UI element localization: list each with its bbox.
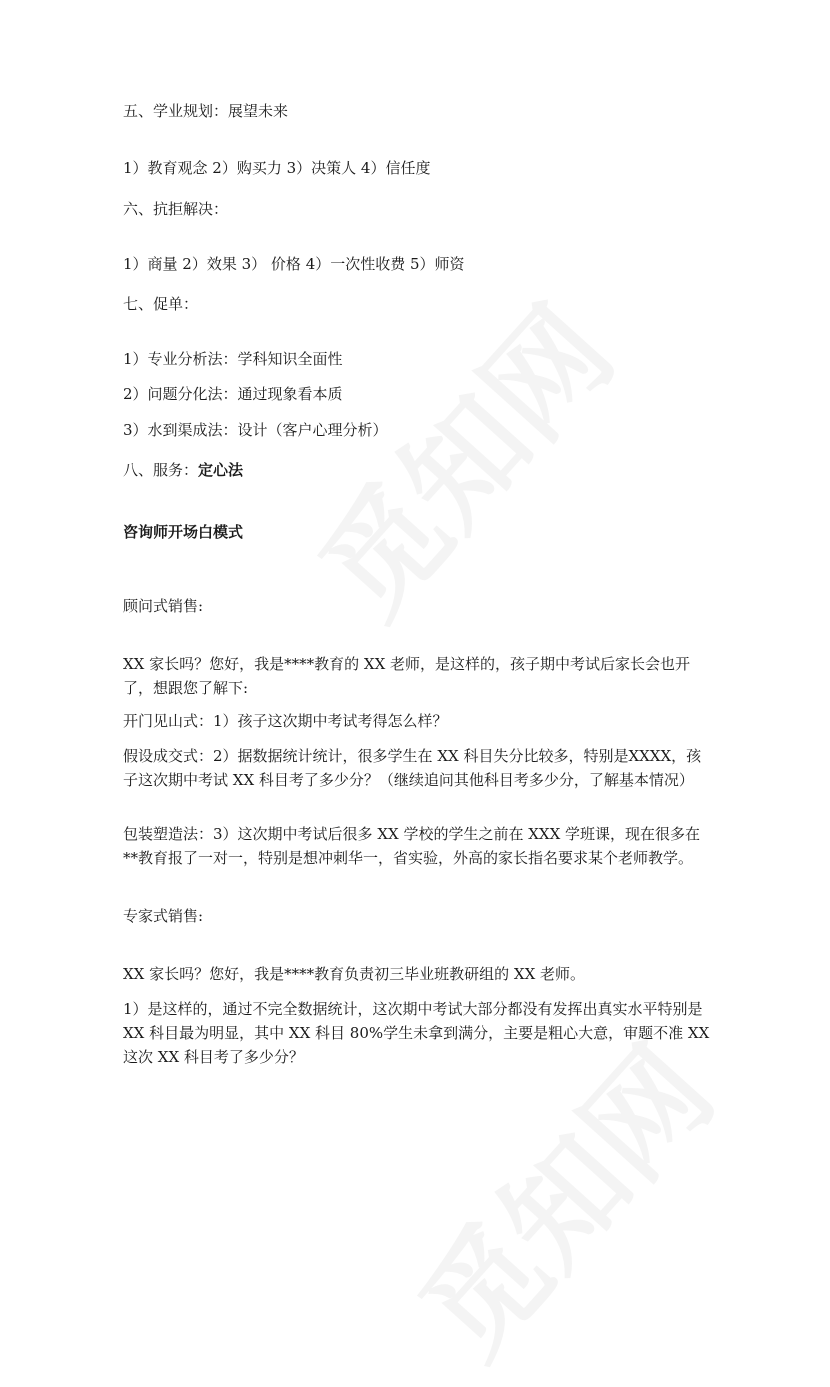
heading-prefix: 八、服务：	[123, 461, 199, 479]
paragraph: 包装塑造法：3）这次期中考试后很多 XX 学校的学生之前在 XXX 学班课，现在很多在**教育报了一对一，特别是想冲刺华一，省实验，外高的家长指名要求某个老师教学。	[123, 825, 701, 867]
watermark-text	[276, 265, 645, 648]
paragraph: XX 家长吗？您好，我是****教育的 XX 老师，是这样的，孩子期中考试后家长会也开了，想跟您了解下:	[123, 655, 691, 697]
section-heading-8	[123, 458, 713, 482]
paragraph: 假设成交式：2）据数据统计统计，很多学生在 XX 科目失分比较多，特别是XXXX，孩子这次期中考试 XX 科目考了多少分？（继续追问其他科目考多少分，了解基本情况）	[123, 747, 702, 789]
list-item: 1）商量 2）效果 3） 价格 4）一次性收费 5）师资	[123, 255, 465, 273]
paragraph-label: 专家式销售:	[123, 907, 204, 925]
list-item: 1）教育观念 2）购买力 3）决策人 4）信任度	[123, 159, 431, 177]
paragraph: XX 家长吗？您好，我是****教育负责初三毕业班教研组的 XX 老师。	[123, 965, 586, 983]
section-heading-5: 五、学业规划：展望未来	[123, 102, 289, 120]
list-item: 3）水到渠成法：设计（客户心理分析）	[123, 421, 388, 439]
subsection-title: 咨询师开场白模式	[123, 523, 244, 541]
paragraph: 1）是这样的，通过不完全数据统计，这次期中考试大部分都没有发挥出真实水平特别是 XX 科目最为明显，其中 XX 科目 80%学生未拿到满分，主要是粗心大意，审题不准 XX 这次 XX 科目考了多少分？	[123, 1000, 710, 1066]
paragraph-label: 顾问式销售:	[123, 597, 204, 615]
list-item: 1）专业分析法：学科知识全面性	[123, 350, 343, 368]
section-heading-6: 六、抗拒解决：	[123, 200, 229, 218]
paragraph: 开门见山式：1）孩子这次期中考试考得怎么样？	[123, 712, 448, 730]
section-heading-7: 七、促单：	[123, 295, 199, 313]
heading-bold-text: 定心法	[198, 461, 244, 479]
list-item: 2）问题分化法：通过现象看本质	[123, 385, 343, 403]
